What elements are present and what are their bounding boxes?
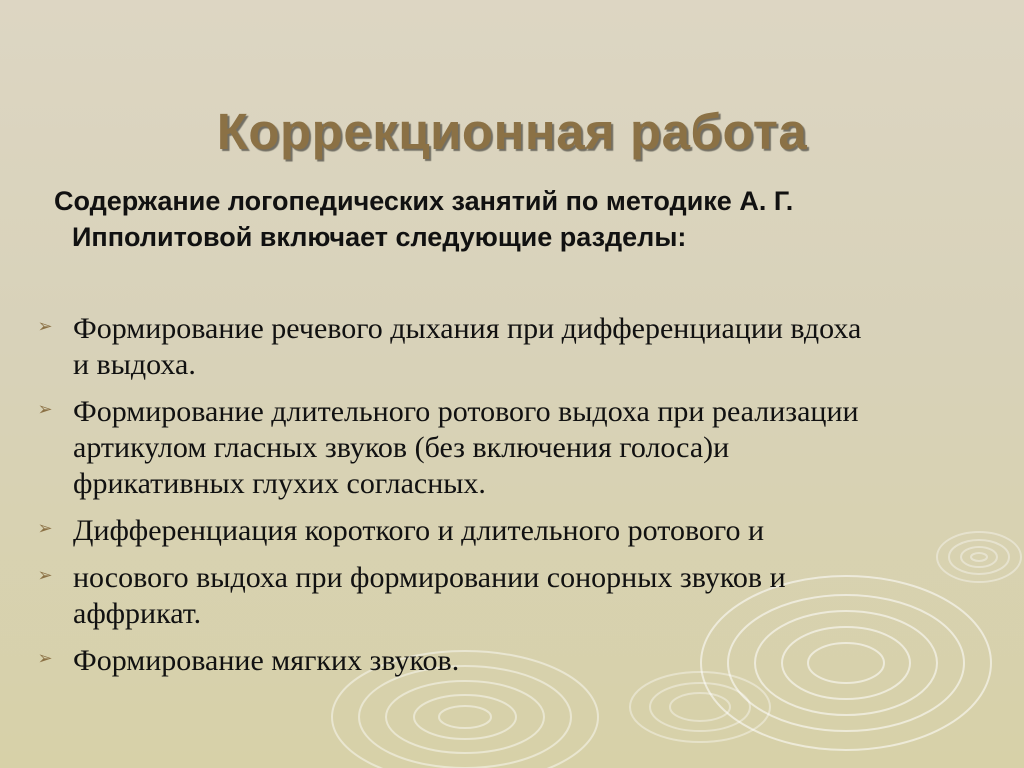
bullet-item-5 <box>34 643 994 679</box>
bullet-2-line-2: артикулом гласных звуков (без включения голоса)и <box>73 431 730 464</box>
chevron-right-icon: ➢ <box>37 565 53 586</box>
intro-line-1: Содержание логопедических занятий по методике А. Г. <box>54 186 794 216</box>
bullet-list <box>34 311 994 690</box>
slide-intro <box>54 183 964 255</box>
bullet-1-line-2: и выдоха. <box>73 348 196 381</box>
chevron-right-icon: ➢ <box>37 648 53 669</box>
intro-line-2: Ипполитовой включает следующие разделы: <box>72 222 687 252</box>
chevron-right-icon: ➢ <box>37 316 53 337</box>
bullet-3-line-1: Дифференциация короткого и длительного ротового и <box>73 514 765 547</box>
bullet-4-line-2: аффрикат. <box>73 597 202 630</box>
bullet-item-1 <box>34 311 994 383</box>
bullet-4-line-1: носового выдоха при формировании сонорных звуков и <box>73 561 786 594</box>
chevron-right-icon: ➢ <box>37 518 53 539</box>
chevron-right-icon: ➢ <box>37 399 53 420</box>
bullet-item-2 <box>34 394 994 502</box>
slide-title: Коррекционная работа <box>216 103 808 161</box>
bullet-item-3 <box>34 513 994 549</box>
bullet-5-line-1: Формирование мягких звуков. <box>73 644 460 677</box>
bullet-1-line-1: Формирование речевого дыхания при дифференциации вдоха <box>73 312 862 345</box>
bullet-2-line-3: фрикативных глухих согласных. <box>73 467 486 500</box>
bullet-item-4 <box>34 560 994 632</box>
bullet-2-line-1: Формирование длительного ротового выдоха при реализации <box>73 395 859 428</box>
